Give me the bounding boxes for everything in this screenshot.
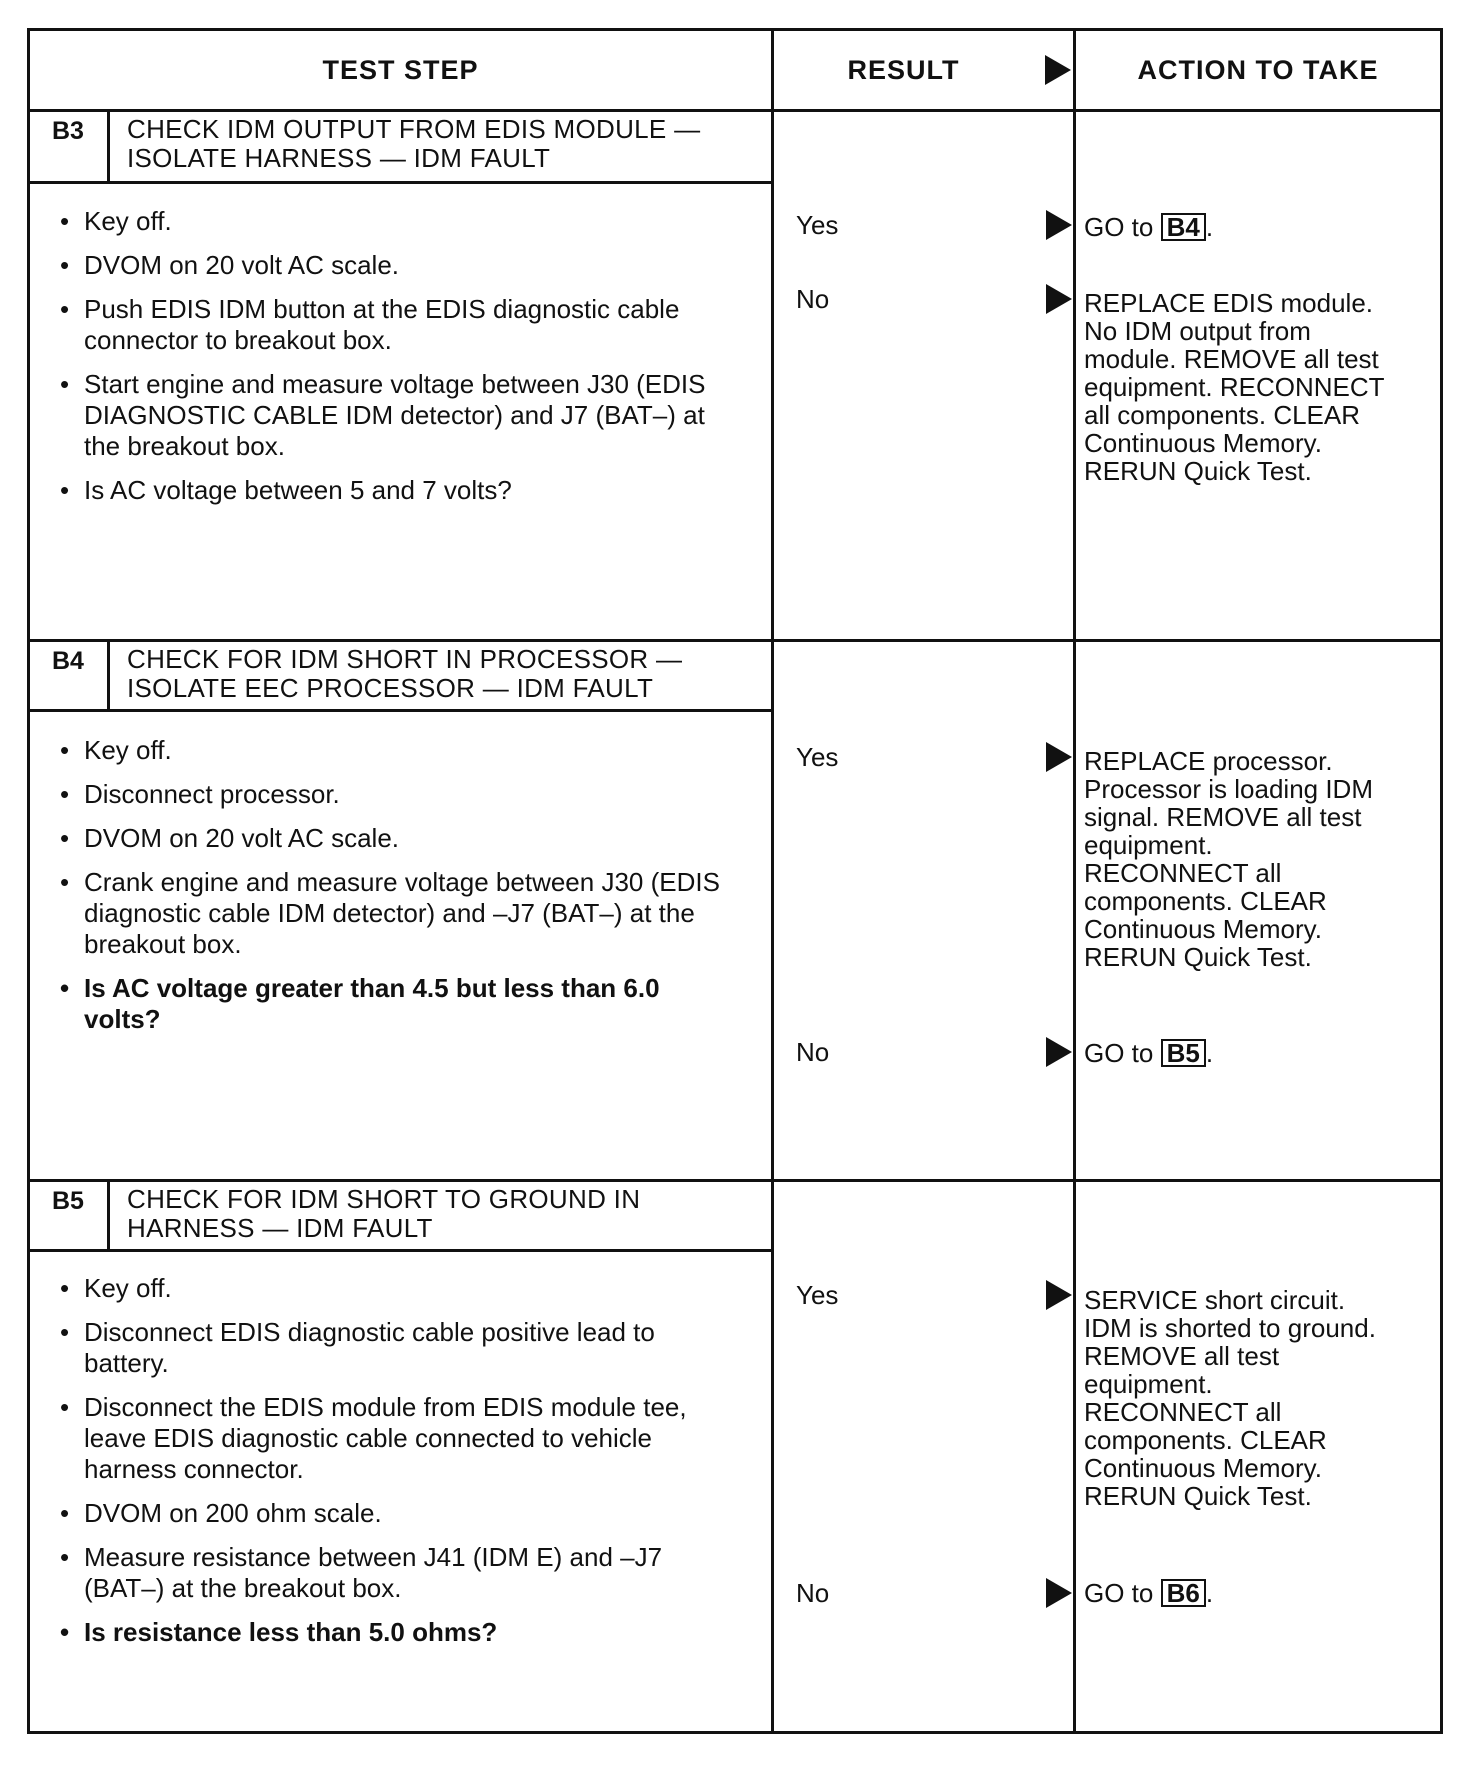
arrow-right-icon: [1046, 210, 1072, 240]
step-title: CHECK FOR IDM SHORT IN PROCESSOR — ISOLATE EEC PROCESSOR — IDM FAULT: [127, 644, 683, 703]
arrow-right-icon: [1046, 1037, 1072, 1067]
list-item: • DVOM on 200 ohm scale.: [60, 1498, 760, 1529]
result-no-label: No: [796, 1037, 830, 1067]
list-item: • Key off.: [60, 735, 760, 766]
arrow-right-icon: [1046, 1578, 1072, 1608]
step-b4-action-no: [1084, 1039, 1429, 1067]
list-item: • DVOM on 20 volt AC scale.: [60, 823, 760, 854]
header-result: [774, 31, 1073, 109]
action-text: GO to: [1084, 1578, 1154, 1608]
step-id: B3: [30, 109, 110, 181]
list-item: • Disconnect processor.: [60, 779, 760, 810]
step-b5-header: [30, 1179, 771, 1252]
arrow-right-icon: [1045, 55, 1071, 85]
result-yes-label: Yes: [796, 742, 839, 772]
step-b4-result-no: [782, 1036, 1072, 1068]
list-item: • Disconnect the EDIS module from EDIS module tee, leave EDIS diagnostic cable connected to vehicle harness connector.: [60, 1392, 744, 1485]
step-b5-instructions: [60, 1273, 760, 1661]
column-divider-result: [771, 31, 774, 1731]
list-item: • Start engine and measure voltage between J30 (EDIS DIAGNOSTIC CABLE IDM detector) and J7 (BAT–) at the breakout box.: [60, 369, 744, 462]
step-b3-action-no: REPLACE EDIS module. No IDM output from module. REMOVE all test equipment. RECONNECT all components. CLEAR Continuous Memory. RERUN Quick Test.: [1084, 288, 1385, 486]
step-ref-b6[interactable]: B6: [1161, 1579, 1206, 1607]
arrow-right-icon: [1046, 1280, 1072, 1310]
step-b4-action-yes: REPLACE processor. Processor is loading IDM signal. REMOVE all test equipment. RECONNECT all components. CLEAR Continuous Memory. RERUN Quick Test.: [1084, 746, 1373, 972]
step-id: B5: [30, 1179, 110, 1249]
action-suffix: .: [1205, 212, 1214, 242]
step-b3-action-yes: [1084, 213, 1429, 241]
step-b4-instructions: [60, 735, 760, 1048]
list-item: • Push EDIS IDM button at the EDIS diagnostic cable connector to breakout box.: [60, 294, 684, 356]
list-item: • Is resistance less than 5.0 ohms?: [60, 1617, 760, 1648]
list-item: • Key off.: [60, 206, 760, 237]
action-suffix: .: [1205, 1578, 1214, 1608]
step-b3-header: [30, 109, 771, 184]
step-b4-header: [30, 639, 771, 712]
action-suffix: .: [1205, 1038, 1214, 1068]
list-item: • Measure resistance between J41 (IDM E) and –J7 (BAT–) at the breakout box.: [60, 1542, 724, 1604]
list-item: • Crank engine and measure voltage between J30 (EDIS diagnostic cable IDM detector) and –J7 (BAT–) at the breakout box.: [60, 867, 744, 960]
step-ref-b5[interactable]: B5: [1161, 1039, 1206, 1067]
result-no-label: No: [796, 1578, 830, 1608]
column-divider-action: [1073, 31, 1076, 1731]
result-yes-label: Yes: [796, 1280, 839, 1310]
list-item: • DVOM on 20 volt AC scale.: [60, 250, 760, 281]
step-title: CHECK IDM OUTPUT FROM EDIS MODULE — ISOLATE HARNESS — IDM FAULT: [127, 114, 701, 173]
step-b5-result-no: [782, 1577, 1072, 1609]
step-b3-instructions: [60, 206, 760, 519]
list-item: • Is AC voltage greater than 4.5 but less than 6.0 volts?: [60, 973, 724, 1035]
list-item: • Is AC voltage between 5 and 7 volts?: [60, 475, 760, 506]
action-text: GO to: [1084, 212, 1154, 242]
step-title: CHECK FOR IDM SHORT TO GROUND IN HARNESS — IDM FAULT: [127, 1184, 641, 1243]
step-b5-action-no: [1084, 1579, 1429, 1607]
header-result-label: RESULT: [847, 54, 960, 85]
result-yes-label: Yes: [796, 210, 839, 240]
step-b5-action-yes: SERVICE short circuit. IDM is shorted to ground. REMOVE all test equipment. RECONNECT all components. CLEAR Continuous Memory. RERUN Quick Test.: [1084, 1285, 1376, 1511]
list-item: • Disconnect EDIS diagnostic cable positive lead to battery.: [60, 1317, 744, 1379]
action-text: GO to: [1084, 1038, 1154, 1068]
result-no-label: No: [796, 284, 830, 314]
list-item: • Key off.: [60, 1273, 760, 1304]
arrow-right-icon: [1046, 284, 1072, 314]
header-action: ACTION TO TAKE: [1137, 54, 1379, 85]
step-b4-result-yes: [782, 741, 1072, 773]
step-b5-result-yes: [782, 1279, 1072, 1311]
diagnostic-table: [27, 28, 1443, 1734]
step-b3-result-yes: [782, 209, 1072, 241]
header-test-step: TEST STEP: [322, 54, 479, 85]
step-id: B4: [30, 639, 110, 709]
step-b3-result-no: [782, 283, 1072, 315]
arrow-right-icon: [1046, 742, 1072, 772]
step-ref-b4[interactable]: B4: [1161, 213, 1206, 241]
